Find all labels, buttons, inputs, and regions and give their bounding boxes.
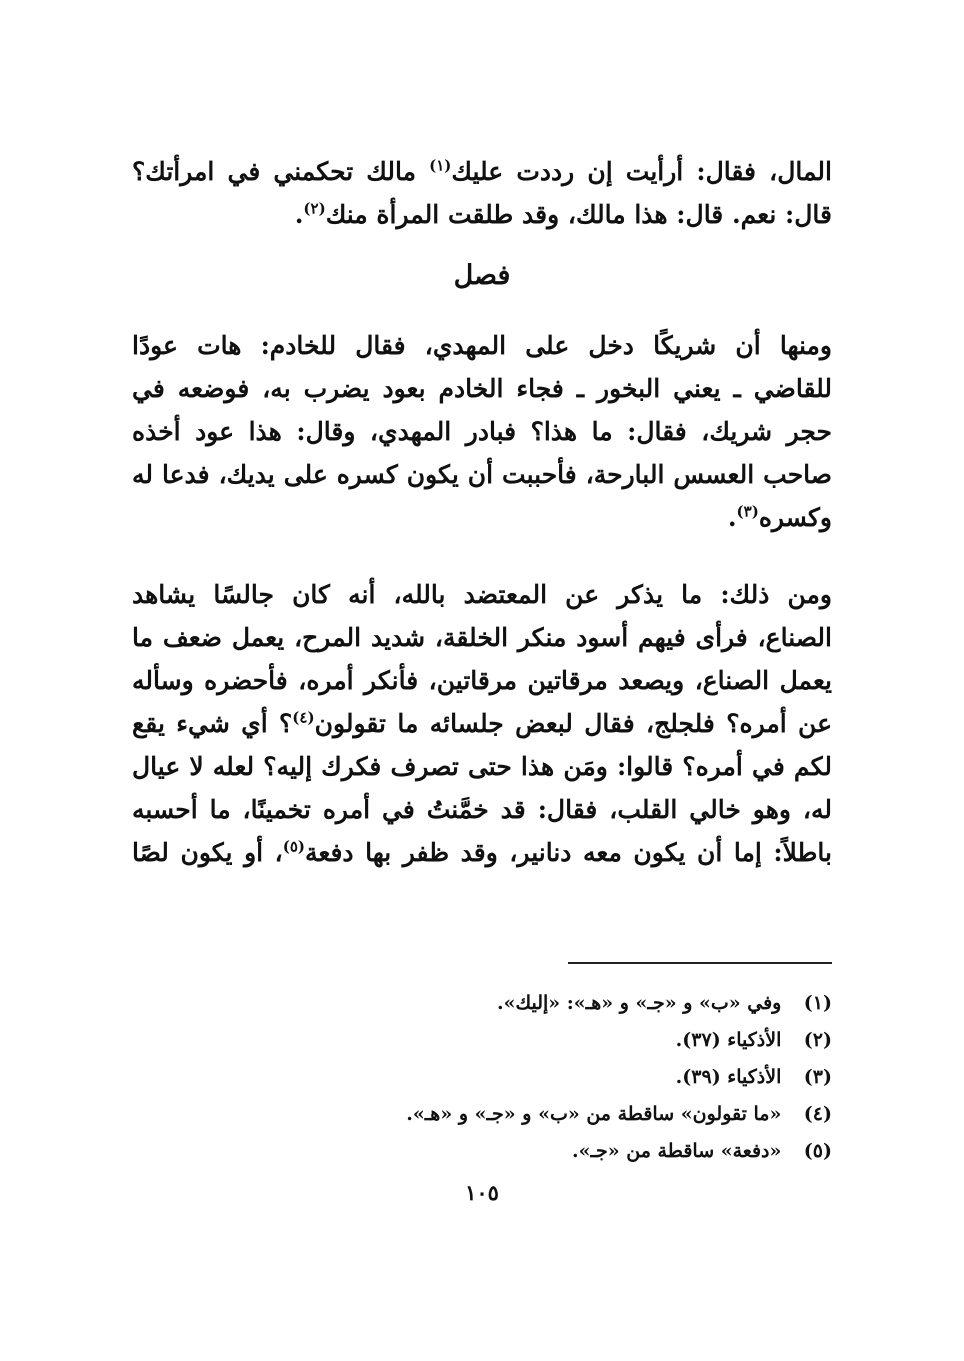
text-line: المال، فقال: أرأيت إن رددت عليك$^{(١)}$ مالك تحكمني في امرأتك؟ bbox=[132, 156, 832, 186]
text-line: حجر شريك، فقال: ما هذا؟ فبادر المهدي، وقال: هذا عود أخذه bbox=[132, 417, 832, 446]
section-heading: فصل bbox=[453, 260, 511, 291]
footnote-text: «دفعة» ساقطة من «جـ». bbox=[572, 1140, 782, 1162]
text-line: وكسره$^{(٣)}$. bbox=[727, 502, 832, 532]
text-line: عن أمره؟ فلجلج، فقال لبعض جلسائه ما تقولون$^{(٤)}$؟ أي شيء يقع bbox=[132, 708, 832, 738]
text-line: قال: نعم. قال: هذا مالك، وقد طلقت المرأة منك$^{(٢)}$. bbox=[294, 199, 832, 229]
footnote-number: (٤) bbox=[803, 1103, 832, 1125]
footnote-number: (١) bbox=[803, 992, 832, 1014]
footnotes bbox=[132, 985, 832, 1170]
footnote bbox=[132, 1059, 832, 1096]
text-line: الصناع، فرأى فيهم أسود منكر الخلقة، شديد المرح، يعمل ضعف ما bbox=[132, 623, 832, 652]
footnote-text: الأذكياء (٣٩). bbox=[675, 1066, 782, 1088]
paragraph-1 bbox=[132, 324, 832, 539]
footnote bbox=[132, 985, 832, 1022]
footnote-number: (٥) bbox=[803, 1140, 832, 1162]
text-line: باطلاً: إما أن يكون معه دنانير، وقد ظفر بها دفعة$^{(٥)}$، أو يكون لصًا bbox=[132, 837, 832, 867]
footnote-text: «ما تقولون» ساقطة من «ب» و «جـ» و «هـ». bbox=[406, 1103, 782, 1125]
footnote-number: (٢) bbox=[803, 1029, 832, 1051]
footnote-text: الأذكياء (٣٧). bbox=[675, 1029, 782, 1051]
page-number: ١٠٥ bbox=[465, 1180, 499, 1205]
paragraph-2 bbox=[132, 573, 832, 874]
footnote bbox=[132, 1096, 832, 1133]
top-paragraph bbox=[132, 150, 832, 236]
footnote-text: وفي «ب» و «جـ» و «هـ»: «إليك». bbox=[497, 992, 782, 1014]
main-text bbox=[132, 150, 832, 874]
text-line: يعمل الصناع، ويصعد مرقاتين مرقاتين، فأنكر أمره، فأحضره وسأله bbox=[132, 666, 832, 695]
text-line: لكم في أمره؟ قالوا: ومَن هذا حتى تصرف فكرك إليه؟ لعله لا عيال bbox=[132, 752, 832, 781]
text-line: صاحب العسس البارحة، فأحببت أن يكون كسره على يديك، فدعا له bbox=[132, 460, 832, 489]
footnote-number: (٣) bbox=[803, 1066, 832, 1088]
footnote bbox=[132, 1022, 832, 1059]
text-line: له، وهو خالي القلب، فقال: قد خمَّنتُ في أمره تخمينًا، ما أحسبه bbox=[132, 795, 832, 824]
footnote bbox=[132, 1133, 832, 1170]
text-line: ومن ذلك: ما يذكر عن المعتضد بالله، أنه كان جالسًا يشاهد bbox=[132, 580, 832, 609]
footnote-divider bbox=[568, 962, 832, 964]
text-line: ومنها أن شريكًا دخل على المهدي، فقال للخادم: هات عودًا bbox=[132, 331, 832, 360]
text-line: للقاضي ـ يعني البخور ـ فجاء الخادم بعود يضرب به، فوضعه في bbox=[132, 374, 832, 403]
